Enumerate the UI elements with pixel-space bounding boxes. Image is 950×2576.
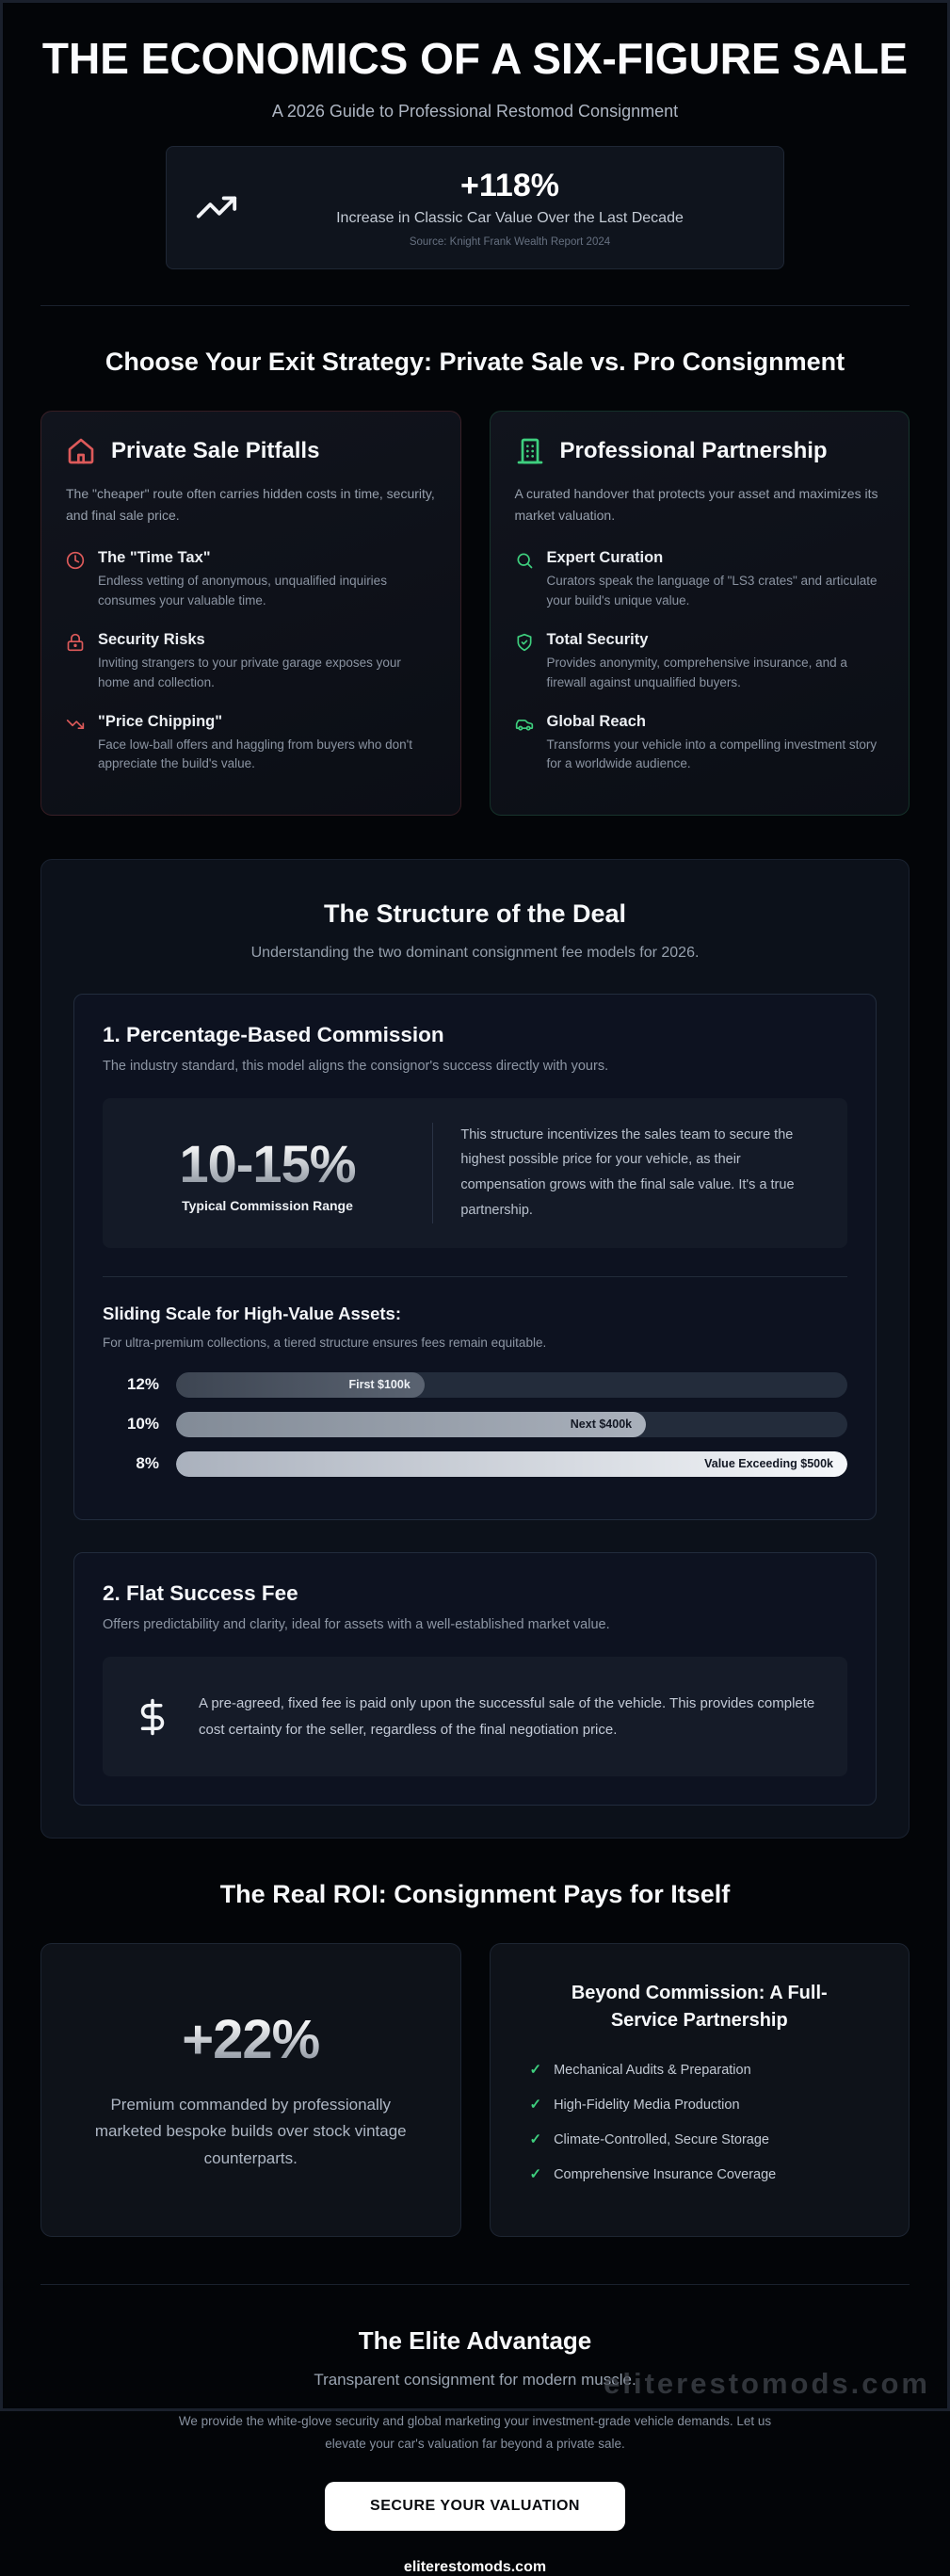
list-item-title: "Price Chipping" <box>98 713 436 731</box>
secure-valuation-button[interactable]: SECURE YOUR VALUATION <box>325 2482 625 2531</box>
clock-icon <box>66 551 85 611</box>
professional-partnership-description: A curated handover that protects your asset and maximizes its market valuation. <box>515 483 885 527</box>
commission-range-label: Typical Commission Range <box>131 1198 404 1213</box>
commission-stat-text: This structure incentivizes the sales team to secure the highest possible price for your vehicle, as their compensation grows with the final sale value. It's a true partnership. <box>460 1123 819 1223</box>
trending-up-icon <box>195 186 238 229</box>
list-item-label: Comprehensive Insurance Coverage <box>554 2167 776 2182</box>
footer <box>3 2326 947 2575</box>
bar-row <box>103 1372 847 1398</box>
professional-partnership-card <box>490 411 910 817</box>
home-icon <box>66 436 96 466</box>
list-item-description: Face low-ball offers and haggling from buyers who don't appreciate the build's value. <box>98 736 436 775</box>
dollar-sign-icon <box>133 1697 172 1737</box>
roi-services-title: Beyond Commission: A Full-Service Partnership <box>544 1980 855 2034</box>
list-item-title: Total Security <box>547 631 885 649</box>
section-divider <box>40 2284 910 2285</box>
building-icon <box>515 436 545 466</box>
sliding-scale-title: Sliding Scale for High-Value Assets: <box>103 1304 847 1324</box>
check-icon: ✓ <box>530 2165 542 2182</box>
list-item-description: Inviting strangers to your private garage exposes your home and collection. <box>98 654 436 693</box>
private-sale-title: Private Sale Pitfalls <box>111 437 319 465</box>
trending-down-icon <box>66 715 85 775</box>
commission-description: The industry standard, this model aligns the consignor's success directly with yours. <box>103 1059 847 1074</box>
roi-services-card <box>490 1943 910 2237</box>
roi-stat-description: Premium commanded by professionally marketed bespoke builds over stock vintage counterparts. <box>90 2092 411 2174</box>
commission-card <box>73 994 877 1520</box>
bar-category-label: 12% <box>103 1375 159 1394</box>
bar-track <box>176 1372 847 1398</box>
page-subtitle: A 2026 Guide to Professional Restomod Consignment <box>3 102 947 122</box>
deal-structure-panel <box>40 859 910 1839</box>
footer-body: We provide the white-glove security and global marketing your investment-grade vehicle demands. Let us elevate your car's valuation far beyond a private sale. <box>169 2410 781 2454</box>
list-item-description: Transforms your vehicle into a compelling investment story for a worldwide audience. <box>547 736 885 775</box>
bar-row <box>103 1451 847 1477</box>
check-icon: ✓ <box>530 2061 542 2078</box>
list-item <box>66 549 436 611</box>
roi-services-list <box>519 2061 881 2182</box>
hero-stat-box <box>166 146 784 269</box>
list-item-description: Endless vetting of anonymous, unqualified inquiries consumes your valuable time. <box>98 572 436 611</box>
bar-fill: First $100k <box>176 1372 425 1398</box>
list-item <box>530 2130 881 2147</box>
flat-fee-description: Offers predictability and clarity, ideal for assets with a well-established market value. <box>103 1617 847 1632</box>
bar-row <box>103 1412 847 1437</box>
inner-divider <box>103 1276 847 1277</box>
bar-track <box>176 1451 847 1477</box>
list-item-label: Mechanical Audits & Preparation <box>554 2063 751 2078</box>
deal-structure-heading: The Structure of the Deal <box>99 898 852 931</box>
commission-title: 1. Percentage-Based Commission <box>103 1023 847 1047</box>
footer-tagline: Transparent consignment for modern muscle. <box>3 2371 947 2390</box>
bar-category-label: 8% <box>103 1454 159 1473</box>
list-item-label: Climate-Controlled, Secure Storage <box>554 2132 769 2147</box>
bar-fill: Next $400k <box>176 1412 646 1437</box>
hero-stat-label: Increase in Classic Car Value Over the Last Decade <box>265 210 755 227</box>
list-item <box>515 713 885 775</box>
roi-heading: The Real ROI: Consignment Pays for Itself <box>99 1878 852 1911</box>
bar-track <box>176 1412 847 1437</box>
footer-heading: The Elite Advantage <box>3 2326 947 2356</box>
check-icon: ✓ <box>530 2130 542 2147</box>
section-divider <box>40 305 910 306</box>
lock-icon <box>66 633 85 693</box>
car-icon <box>515 715 534 775</box>
bar-category-label: 10% <box>103 1415 159 1434</box>
list-item-title: Global Reach <box>547 713 885 731</box>
shield-check-icon <box>515 633 534 693</box>
list-item <box>66 631 436 693</box>
roi-stat-card <box>40 1943 461 2237</box>
roi-cards <box>40 1943 910 2237</box>
watermark: eliterestomods.com <box>604 2367 930 2401</box>
website-link[interactable]: eliterestomods.com <box>3 2559 947 2576</box>
flat-fee-card <box>73 1552 877 1806</box>
list-item <box>66 713 436 775</box>
private-sale-card <box>40 411 461 817</box>
list-item-title: Security Risks <box>98 631 436 649</box>
list-item <box>515 549 885 611</box>
exit-strategy-cards <box>40 411 910 817</box>
sliding-scale-description: For ultra-premium collections, a tiered structure ensures fees remain equitable. <box>103 1336 847 1350</box>
list-item-title: The "Time Tax" <box>98 549 436 567</box>
list-item <box>515 631 885 693</box>
flat-fee-title: 2. Flat Success Fee <box>103 1581 847 1606</box>
list-item-title: Expert Curation <box>547 549 885 567</box>
hero-stat-value: +118% <box>265 168 755 204</box>
check-icon: ✓ <box>530 2096 542 2113</box>
deal-structure-subheading: Understanding the two dominant consignment fee models for 2026. <box>73 945 877 962</box>
private-sale-description: The "cheaper" route often carries hidden costs in time, security, and final sale price. <box>66 483 436 527</box>
list-item-label: High-Fidelity Media Production <box>554 2098 739 2113</box>
bar-fill: Value Exceeding $500k <box>176 1451 847 1477</box>
list-item-description: Provides anonymity, comprehensive insurance, and a firewall against unqualified buyers. <box>547 654 885 693</box>
list-item <box>530 2061 881 2078</box>
professional-partnership-title: Professional Partnership <box>560 437 828 465</box>
hero-stat-source: Source: Knight Frank Wealth Report 2024 <box>265 236 755 248</box>
list-item <box>530 2165 881 2182</box>
sliding-scale-chart <box>103 1372 847 1477</box>
flat-fee-note: A pre-agreed, fixed fee is paid only upon the successful sale of the vehicle. This provides complete cost certainty for the seller, regardless of the final negotiation price. <box>199 1691 817 1743</box>
roi-stat-value: +22% <box>70 2008 432 2071</box>
commission-stat-box <box>103 1098 847 1248</box>
list-item <box>530 2096 881 2113</box>
list-item-description: Curators speak the language of "LS3 crates" and articulate your build's unique value. <box>547 572 885 611</box>
page-title: THE ECONOMICS OF A SIX-FIGURE SALE <box>38 35 913 83</box>
flat-fee-note-box <box>103 1657 847 1777</box>
search-icon <box>515 551 534 611</box>
infographic-page <box>3 3 947 2576</box>
commission-range-value: 10-15% <box>131 1133 404 1194</box>
exit-strategy-heading: Choose Your Exit Strategy: Private Sale vs. Pro Consignment <box>99 346 852 379</box>
